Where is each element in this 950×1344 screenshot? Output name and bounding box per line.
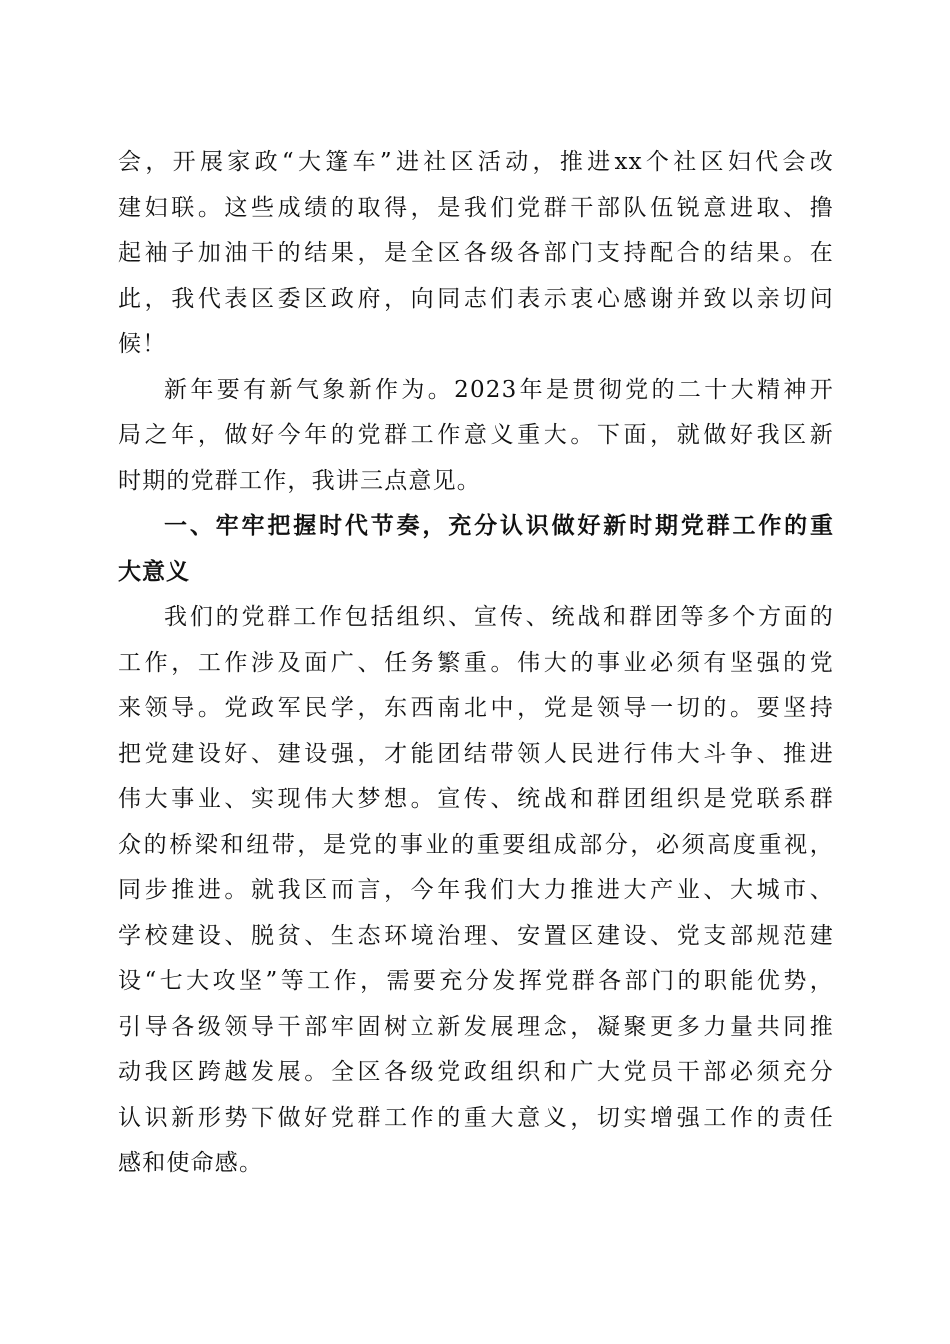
document-body: [118, 140, 834, 1187]
paragraph-2: [118, 368, 834, 505]
heading-line: 大意义: [118, 558, 190, 585]
text-line: 动我区跨越发展。全区各级党政组织和广大党员干部必须充分: [118, 1059, 834, 1085]
text-line: 此，我代表区委区政府，向同志们表示衷心感谢并致以亲切问: [118, 285, 834, 312]
text-line: 来领导。党政军民学，东西南北中，党是领导一切的。要坚持: [118, 695, 834, 721]
text-line: 众的桥梁和纽带，是党的事业的重要组成部分，必须高度重视，: [118, 831, 834, 858]
paragraph-3: [118, 595, 834, 1187]
text-line: 把党建设好、建设强，才能团结带领人民进行伟大斗争、推进: [118, 740, 834, 767]
text-line: 建妇联。这些成绩的取得，是我们党群干部队伍锐意进取、撸: [118, 194, 834, 221]
text-line: 设“七大攻坚”等工作，需要充分发挥党群各部门的职能优势，: [118, 968, 834, 994]
heading-line: 一、牢牢把握时代节奏，充分认识做好新时期党群工作的重: [164, 513, 834, 539]
text-line: 学校建设、脱贫、生态环境治理、安置区建设、党支部规范建: [118, 922, 834, 949]
text-line: 时期的党群工作，我讲三点意见。: [118, 467, 481, 494]
text-line: 感和使命感。: [118, 1150, 264, 1176]
text-line: 认识新形势下做好党群工作的重大意义，切实增强工作的责任: [118, 1104, 834, 1131]
text-line: 我们的党群工作包括组织、宣传、统战和群团等多个方面的: [164, 604, 834, 630]
text-line: 工作，工作涉及面广、任务繁重。伟大的事业必须有坚强的党: [118, 649, 834, 676]
text-line: 引导各级领导干部牢固树立新发展理念，凝聚更多力量共同推: [118, 1013, 834, 1040]
text-line: 会，开展家政“大篷车”进社区活动，推进xx个社区妇代会改: [118, 149, 834, 175]
text-line: 同步推进。就我区而言，今年我们大力推进大产业、大城市、: [118, 877, 834, 903]
text-line: 新年要有新气象新作为。2023年是贯彻党的二十大精神开: [164, 376, 834, 403]
paragraph-1: [118, 140, 834, 368]
text-line: 起袖子加油干的结果，是全区各级各部门支持配合的结果。在: [118, 240, 834, 266]
section-heading-1: [118, 504, 834, 595]
text-line: 局之年，做好今年的党群工作意义重大。下面，就做好我区新: [118, 422, 834, 448]
text-line: 伟大事业、实现伟大梦想。宣传、统战和群团组织是党联系群: [118, 786, 834, 812]
text-line: 候！: [118, 331, 167, 357]
